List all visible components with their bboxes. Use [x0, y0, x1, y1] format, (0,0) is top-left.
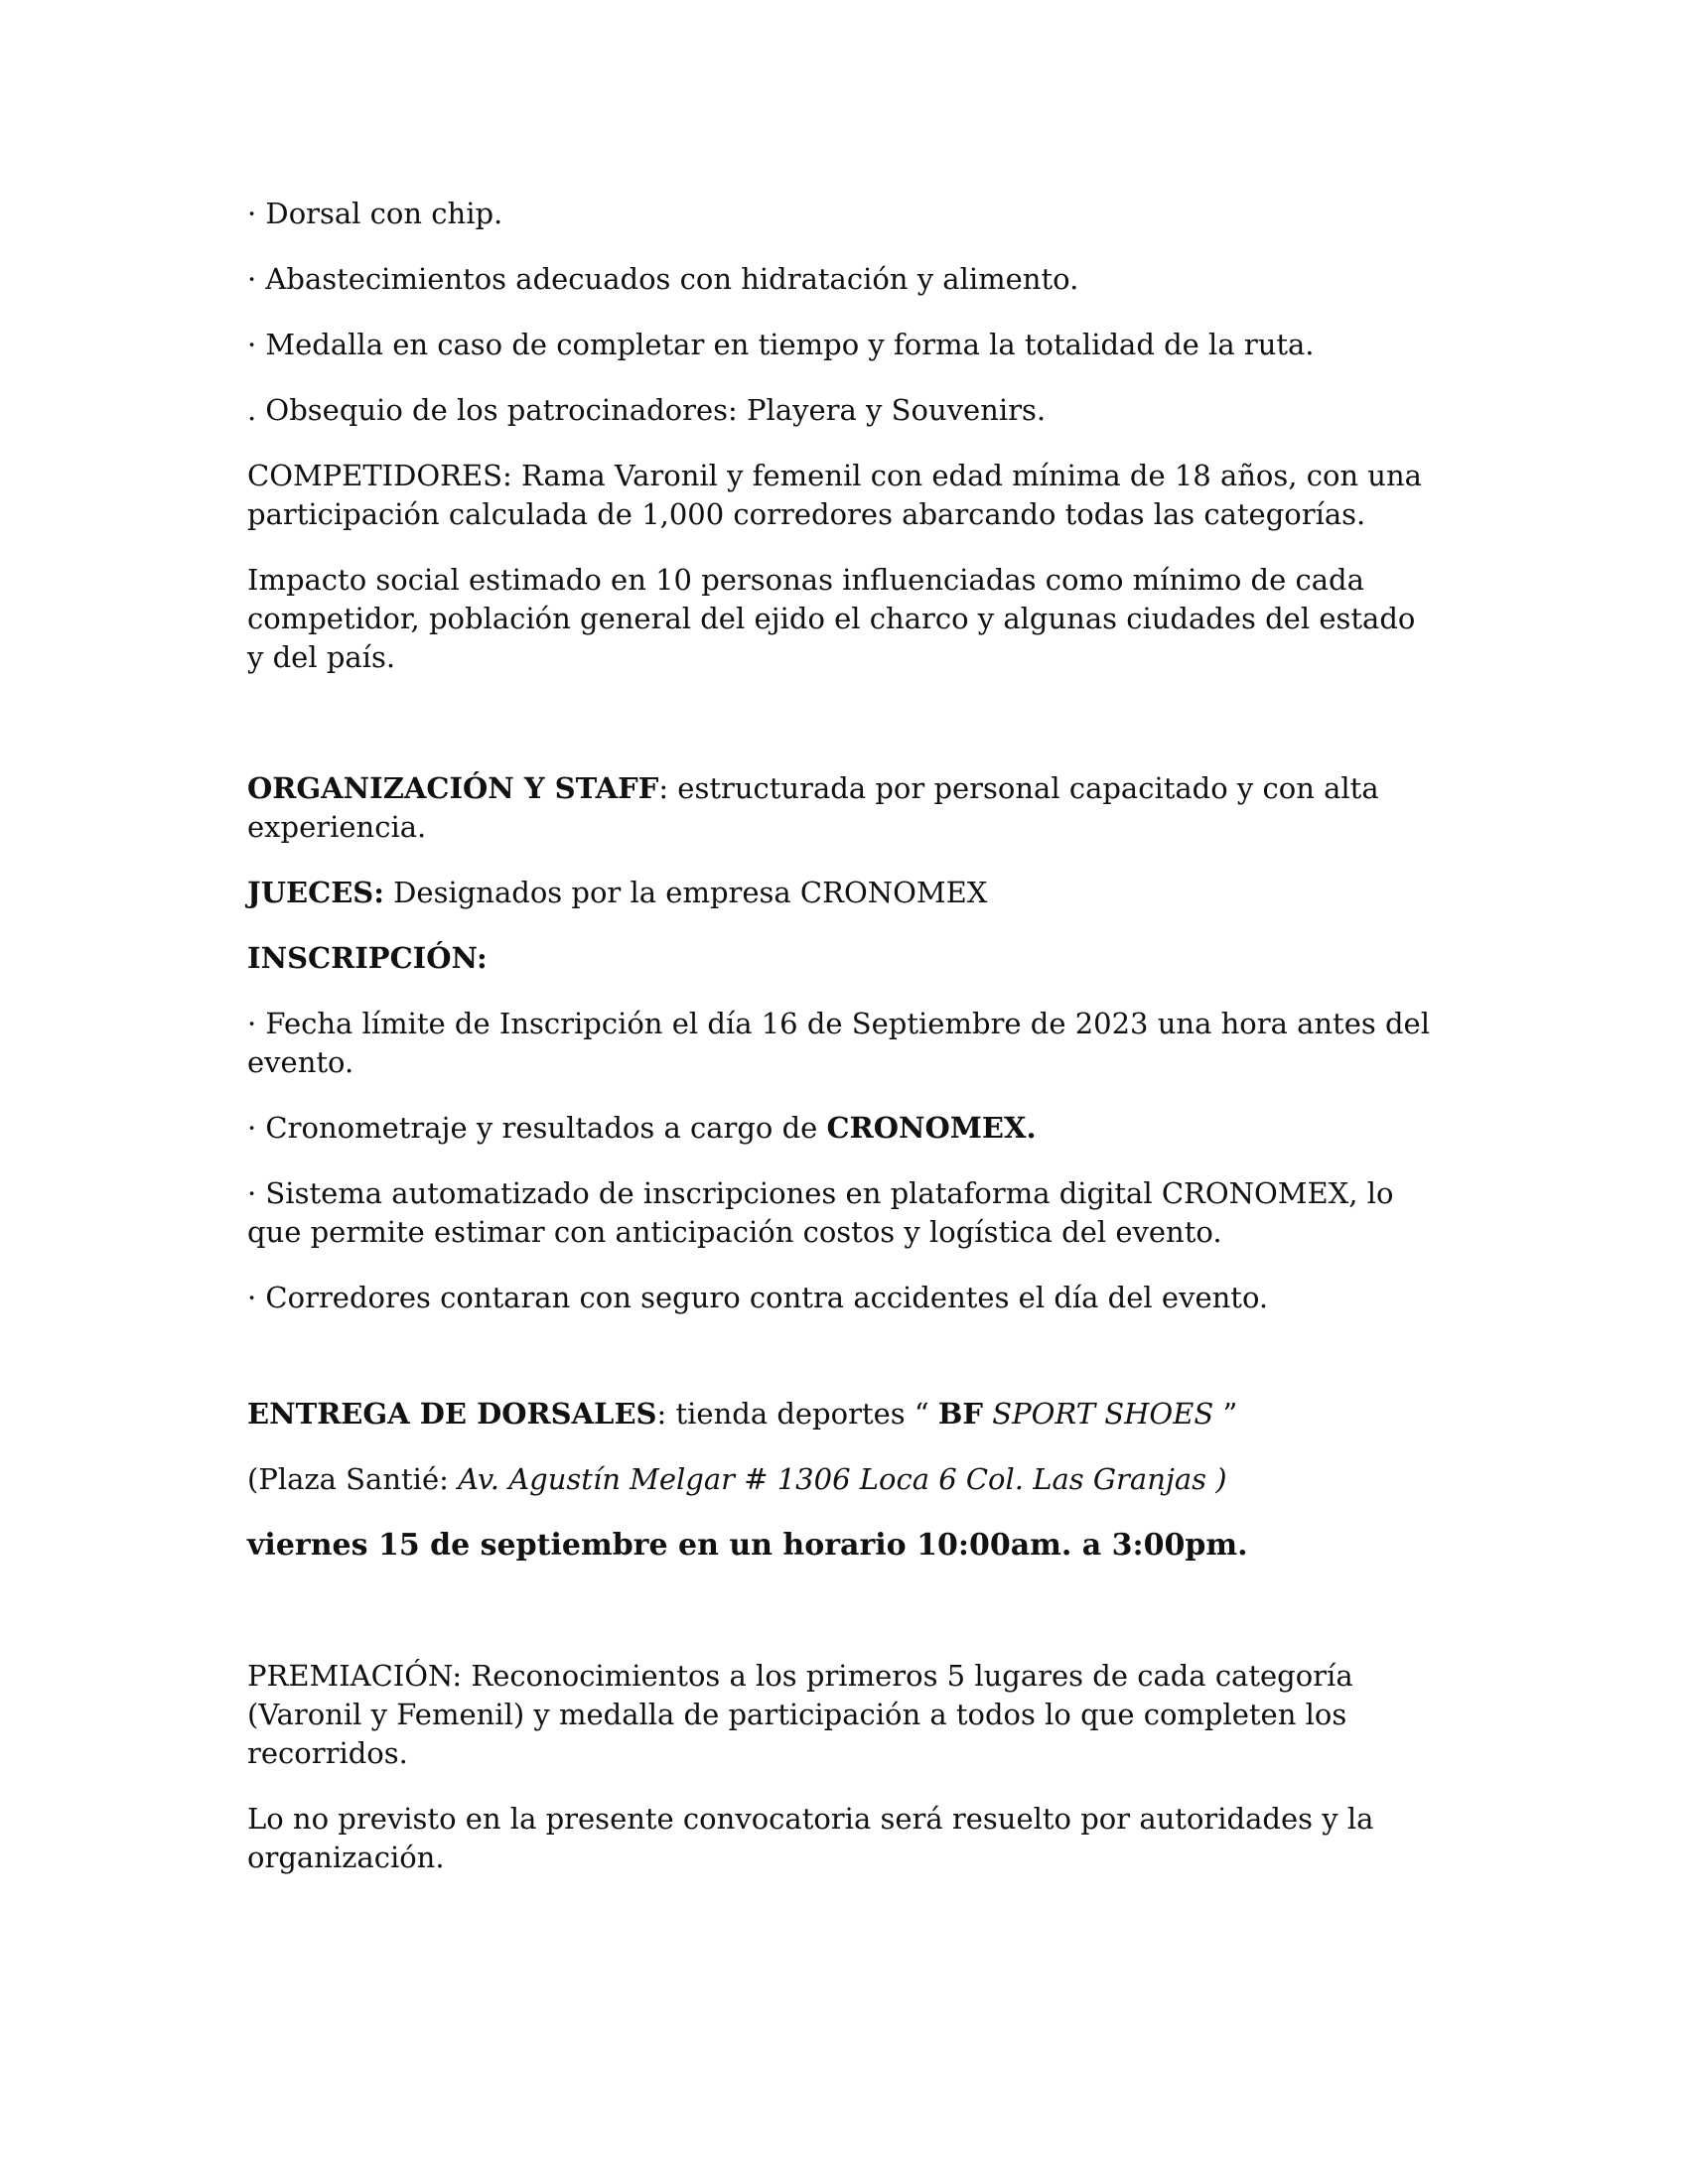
delivery-address	[247, 1460, 1439, 1499]
timing-company: CRONOMEX.	[826, 1111, 1037, 1145]
judges-label: JUECES:	[247, 876, 384, 909]
awards-paragraph: PREMIACIÓN: Reconocimientos a los primeros 5 lugares de cada categoría (Varonil y Femenil) y medalla de participación a todos lo que completen los recorridos.	[247, 1659, 1353, 1770]
delivery-close-quote: ”	[1222, 1397, 1238, 1431]
delivery-text: : tienda deportes “	[656, 1397, 938, 1431]
item-medal: · Medalla en caso de completar en tiempo y forma la totalidad de la ruta.	[247, 328, 1315, 361]
registration-system: · Sistema automatizado de inscripciones en plataforma digital CRONOMEX, lo que permite estimar con anticipación costos y logística del evento.	[247, 1176, 1394, 1249]
delivery-brand-bold: BF	[937, 1397, 984, 1431]
address-text: Av. Agustín Melgar # 1306 Loca 6 Col. Las Granjas )	[458, 1462, 1227, 1496]
registration-deadline: · Fecha límite de Inscripción el día 16 de Septiembre de 2023 una hora antes del evento.	[247, 1007, 1430, 1079]
impact-paragraph: Impacto social estimado en 10 personas influenciadas como mínimo de cada competidor, población general del ejido el charco y algunas ciudades del estado y del país.	[247, 563, 1416, 674]
timing-text: · Cronometraje y resultados a cargo de	[247, 1111, 827, 1145]
delivery-brand-italic: SPORT SHOES	[983, 1397, 1223, 1431]
delivery-label: ENTREGA DE DORSALES	[247, 1397, 657, 1431]
registration-insurance: · Corredores contaran con seguro contra accidentes el día del evento.	[247, 1281, 1269, 1314]
item-gift: . Obsequio de los patrocinadores: Playera y Souvenirs.	[247, 393, 1047, 427]
delivery-paragraph	[247, 1395, 1439, 1433]
judges-text: Designados por la empresa CRONOMEX	[383, 876, 988, 909]
delivery-schedule: viernes 15 de septiembre en un horario 10:00am. a 3:00pm.	[247, 1528, 1248, 1563]
item-chip: · Dorsal con chip.	[247, 197, 503, 230]
judges-paragraph	[247, 874, 1439, 912]
competitors-paragraph: COMPETIDORES: Rama Varonil y femenil con edad mínima de 18 años, con una participación calculada de 1,000 corredores abarcando todas las categorías.	[247, 459, 1422, 531]
document-page	[247, 195, 1439, 1904]
registration-timing	[247, 1109, 1439, 1148]
organization-paragraph	[247, 769, 1439, 847]
organization-text: : estructurada por personal capacitado y con alta experiencia.	[247, 771, 1379, 844]
closing-paragraph: Lo no previsto en la presente convocatoria será resuelto por autoridades y la organización.	[247, 1802, 1374, 1874]
registration-heading: INSCRIPCIÓN:	[247, 941, 488, 975]
item-supplies: · Abastecimientos adecuados con hidratación y alimento.	[247, 262, 1079, 296]
address-prefix: (Plaza Santié:	[247, 1462, 459, 1496]
organization-label: ORGANIZACIÓN Y STAFF	[247, 771, 659, 805]
